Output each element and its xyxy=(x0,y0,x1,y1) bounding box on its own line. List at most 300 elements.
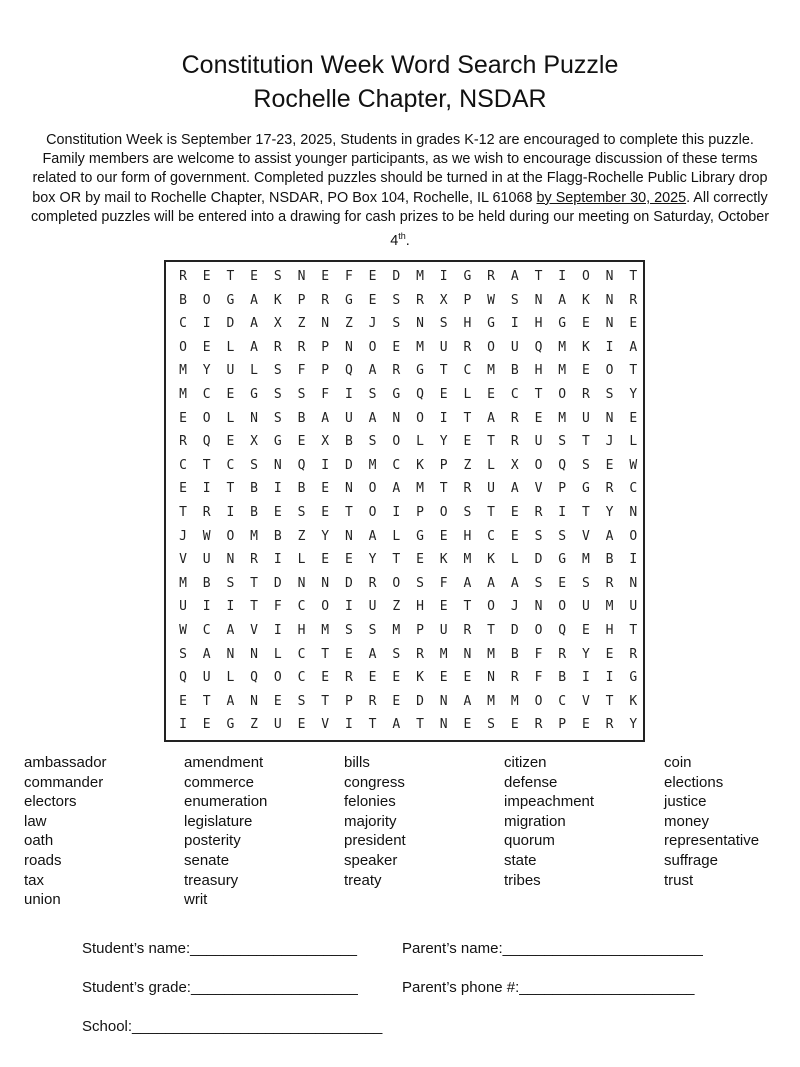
grid-letter[interactable]: D xyxy=(344,457,353,473)
grid-letter[interactable]: A xyxy=(487,410,495,426)
grid-letter[interactable]: O xyxy=(368,339,377,355)
grid-letter[interactable]: E xyxy=(510,717,519,733)
grid-letter[interactable]: S xyxy=(558,528,567,544)
grid-letter[interactable]: M xyxy=(558,410,567,426)
grid-letter[interactable]: I xyxy=(179,717,187,733)
grid-letter[interactable]: K xyxy=(629,693,638,709)
grid-letter[interactable]: S xyxy=(392,292,401,308)
grid-letter[interactable]: T xyxy=(487,623,495,638)
grid-letter[interactable]: N xyxy=(487,670,495,686)
grid-letter[interactable]: N xyxy=(416,316,424,332)
grid-letter[interactable]: E xyxy=(416,552,424,568)
grid-letter[interactable]: T xyxy=(439,481,448,497)
grid-letter[interactable]: G xyxy=(273,434,282,450)
grid-letter[interactable]: R xyxy=(202,505,211,520)
grid-letter[interactable]: E xyxy=(368,269,377,284)
grid-letter[interactable]: S xyxy=(581,575,590,591)
grid-letter[interactable]: O xyxy=(558,387,567,402)
grid-letter[interactable]: E xyxy=(321,505,330,520)
grid-letter[interactable]: A xyxy=(463,575,472,591)
grid-letter[interactable]: P xyxy=(416,623,424,638)
grid-letter[interactable]: C xyxy=(226,457,235,473)
grid-letter[interactable]: P xyxy=(558,717,567,733)
grid-letter[interactable]: A xyxy=(250,339,258,355)
grid-letter[interactable]: K xyxy=(416,457,424,473)
grid-letter[interactable]: Z xyxy=(463,457,472,473)
grid-letter[interactable]: S xyxy=(534,575,543,591)
grid-letter[interactable]: E xyxy=(273,693,282,709)
grid-letter[interactable]: L xyxy=(226,339,235,355)
grid-letter[interactable]: E xyxy=(202,339,211,355)
grid-letter[interactable]: Q xyxy=(179,670,187,686)
grid-letter[interactable]: E xyxy=(202,717,211,733)
grid-letter[interactable]: U xyxy=(344,410,353,426)
grid-letter[interactable]: I xyxy=(558,269,567,284)
grid-letter[interactable]: E xyxy=(297,434,306,450)
grid-letter[interactable]: N xyxy=(605,410,614,426)
grid-letter[interactable]: O xyxy=(581,269,590,284)
grid-letter[interactable]: T xyxy=(487,505,495,520)
grid-letter[interactable]: A xyxy=(250,292,258,308)
grid-letter[interactable]: X xyxy=(250,434,258,450)
grid-letter[interactable]: E xyxy=(439,670,448,686)
grid-letter[interactable]: D xyxy=(226,316,235,332)
grid-letter[interactable]: M xyxy=(510,693,519,709)
grid-letter[interactable]: M xyxy=(439,646,448,662)
grid-letter[interactable]: H xyxy=(605,623,614,638)
grid-letter[interactable]: A xyxy=(368,410,377,426)
grid-letter[interactable]: X xyxy=(321,434,330,450)
grid-letter[interactable]: U xyxy=(581,410,590,426)
grid-letter[interactable]: I xyxy=(273,552,282,568)
grid-letter[interactable]: E xyxy=(179,481,187,497)
grid-letter[interactable]: S xyxy=(273,269,282,284)
grid-letter[interactable]: L xyxy=(487,457,495,473)
grid-letter[interactable]: T xyxy=(581,505,590,520)
grid-letter[interactable]: K xyxy=(581,339,590,355)
grid-letter[interactable]: E xyxy=(392,693,401,709)
grid-letter[interactable]: Z xyxy=(250,717,258,733)
grid-letter[interactable]: T xyxy=(226,269,235,284)
grid-letter[interactable]: I xyxy=(202,481,211,497)
grid-letter[interactable]: N xyxy=(534,292,543,308)
grid-letter[interactable]: M xyxy=(179,575,187,591)
grid-letter[interactable]: E xyxy=(439,387,448,402)
grid-letter[interactable]: G xyxy=(226,717,235,733)
parent-name-field[interactable]: Parent’s name:________________________ xyxy=(402,940,703,957)
grid-letter[interactable]: D xyxy=(273,575,282,591)
grid-letter[interactable]: K xyxy=(439,552,448,568)
grid-letter[interactable]: W xyxy=(487,292,495,308)
grid-letter[interactable]: L xyxy=(226,670,235,686)
grid-letter[interactable]: E xyxy=(344,646,353,662)
grid-letter[interactable]: E xyxy=(534,410,543,426)
grid-letter[interactable]: P xyxy=(321,339,330,355)
grid-letter[interactable]: G xyxy=(392,387,401,402)
grid-letter[interactable]: E xyxy=(392,670,401,686)
grid-letter[interactable]: O xyxy=(534,623,543,638)
grid-letter[interactable]: U xyxy=(202,552,211,568)
student-grade-field[interactable]: Student’s grade:____________________ xyxy=(82,979,358,996)
grid-letter[interactable]: R xyxy=(534,717,543,733)
grid-letter[interactable]: B xyxy=(179,292,187,308)
grid-letter[interactable]: I xyxy=(629,552,638,568)
grid-letter[interactable]: Y xyxy=(368,552,377,568)
grid-letter[interactable]: T xyxy=(202,457,211,473)
grid-letter[interactable]: R xyxy=(558,646,567,662)
grid-letter[interactable]: G xyxy=(463,269,472,284)
grid-letter[interactable]: T xyxy=(250,575,258,591)
grid-letter[interactable]: H xyxy=(463,316,472,332)
grid-letter[interactable]: M xyxy=(416,481,424,497)
grid-letter[interactable]: Q xyxy=(297,457,306,473)
grid-letter[interactable]: U xyxy=(629,599,638,615)
grid-letter[interactable]: Q xyxy=(202,434,211,450)
grid-letter[interactable]: B xyxy=(250,481,258,497)
grid-letter[interactable]: G xyxy=(344,292,353,308)
grid-letter[interactable]: E xyxy=(629,316,638,332)
grid-letter[interactable]: T xyxy=(202,693,211,709)
grid-letter[interactable]: O xyxy=(487,339,495,355)
grid-letter[interactable]: R xyxy=(487,269,495,284)
grid-letter[interactable]: Y xyxy=(321,528,330,544)
grid-letter[interactable]: E xyxy=(487,387,495,402)
grid-letter[interactable]: I xyxy=(558,505,567,520)
grid-letter[interactable]: U xyxy=(273,717,282,733)
grid-letter[interactable]: R xyxy=(605,575,614,591)
grid-letter[interactable]: F xyxy=(344,269,353,284)
grid-letter[interactable]: A xyxy=(226,623,235,638)
grid-letter[interactable]: A xyxy=(487,575,495,591)
grid-letter[interactable]: S xyxy=(297,387,306,402)
grid-letter[interactable]: R xyxy=(297,339,306,355)
grid-letter[interactable]: I xyxy=(273,623,282,638)
grid-letter[interactable]: B xyxy=(558,670,567,686)
grid-letter[interactable]: M xyxy=(250,528,258,544)
grid-letter[interactable]: K xyxy=(273,292,282,308)
grid-letter[interactable]: P xyxy=(558,481,567,497)
grid-letter[interactable]: R xyxy=(179,269,187,284)
grid-letter[interactable]: S xyxy=(368,623,377,638)
grid-letter[interactable]: A xyxy=(250,316,258,332)
grid-letter[interactable]: G xyxy=(487,316,495,332)
grid-letter[interactable]: U xyxy=(226,363,235,379)
grid-letter[interactable]: O xyxy=(439,505,448,520)
grid-letter[interactable]: E xyxy=(250,269,258,284)
grid-letter[interactable]: T xyxy=(534,387,543,402)
grid-letter[interactable]: N xyxy=(250,410,258,426)
grid-letter[interactable]: N xyxy=(321,575,330,591)
grid-letter[interactable]: T xyxy=(179,505,187,520)
grid-letter[interactable]: N xyxy=(297,575,306,591)
grid-letter[interactable]: C xyxy=(202,623,211,638)
grid-letter[interactable]: N xyxy=(439,717,448,733)
grid-letter[interactable]: E xyxy=(605,457,614,473)
grid-letter[interactable]: Y xyxy=(581,646,590,662)
grid-letter[interactable]: S xyxy=(226,575,235,591)
grid-letter[interactable]: E xyxy=(463,670,472,686)
grid-letter[interactable]: E xyxy=(510,505,519,520)
grid-letter[interactable]: V xyxy=(581,693,590,709)
grid-letter[interactable]: K xyxy=(487,552,495,568)
grid-letter[interactable]: O xyxy=(202,292,211,308)
grid-letter[interactable]: C xyxy=(510,387,519,402)
grid-letter[interactable]: O xyxy=(273,670,282,686)
grid-letter[interactable]: R xyxy=(273,339,282,355)
grid-letter[interactable]: A xyxy=(202,646,211,662)
grid-letter[interactable]: R xyxy=(416,646,424,662)
grid-letter[interactable]: E xyxy=(202,269,211,284)
grid-letter[interactable]: M xyxy=(558,363,567,379)
grid-letter[interactable]: O xyxy=(534,457,543,473)
grid-letter[interactable]: N xyxy=(605,316,614,332)
grid-letter[interactable]: T xyxy=(392,552,401,568)
grid-letter[interactable]: E xyxy=(226,434,235,450)
grid-letter[interactable]: E xyxy=(226,387,235,402)
grid-letter[interactable]: A xyxy=(368,528,377,544)
grid-letter[interactable]: Y xyxy=(439,434,448,450)
grid-letter[interactable]: E xyxy=(368,292,377,308)
grid-letter[interactable]: T xyxy=(487,434,495,450)
grid-letter[interactable]: B xyxy=(273,528,282,544)
grid-letter[interactable]: H xyxy=(534,316,543,332)
grid-letter[interactable]: N xyxy=(344,528,353,544)
grid-letter[interactable]: S xyxy=(368,387,377,402)
grid-letter[interactable]: E xyxy=(179,693,187,709)
school-field[interactable]: School:______________________________ xyxy=(82,1018,383,1035)
grid-letter[interactable]: R xyxy=(368,575,377,591)
grid-letter[interactable]: E xyxy=(581,316,590,332)
grid-letter[interactable]: M xyxy=(416,269,424,284)
grid-letter[interactable]: C xyxy=(463,363,472,379)
grid-letter[interactable]: B xyxy=(250,505,258,520)
grid-letter[interactable]: I xyxy=(202,316,211,332)
grid-letter[interactable]: C xyxy=(202,387,211,402)
grid-letter[interactable]: C xyxy=(179,316,187,332)
grid-letter[interactable]: K xyxy=(416,670,424,686)
grid-letter[interactable]: X xyxy=(273,316,282,332)
grid-letter[interactable]: E xyxy=(321,269,330,284)
grid-letter[interactable]: I xyxy=(510,316,519,332)
grid-letter[interactable]: E xyxy=(463,434,472,450)
grid-letter[interactable]: D xyxy=(534,552,543,568)
grid-letter[interactable]: I xyxy=(273,481,282,497)
student-name-field[interactable]: Student’s name:____________________ xyxy=(82,940,357,957)
grid-letter[interactable]: I xyxy=(439,269,448,284)
grid-letter[interactable]: I xyxy=(581,670,590,686)
grid-letter[interactable]: Q xyxy=(534,339,543,355)
grid-letter[interactable]: O xyxy=(416,410,424,426)
grid-letter[interactable]: E xyxy=(321,670,330,686)
grid-letter[interactable]: Y xyxy=(202,363,211,379)
grid-letter[interactable]: G xyxy=(558,316,567,332)
grid-letter[interactable]: G xyxy=(416,363,424,379)
grid-letter[interactable]: E xyxy=(558,575,567,591)
grid-letter[interactable]: M xyxy=(487,363,495,379)
grid-letter[interactable]: I xyxy=(392,505,401,520)
grid-letter[interactable]: U xyxy=(581,599,590,615)
grid-letter[interactable]: S xyxy=(392,646,401,662)
grid-letter[interactable]: O xyxy=(368,481,377,497)
grid-letter[interactable]: M xyxy=(179,387,187,402)
grid-letter[interactable]: E xyxy=(629,410,638,426)
grid-letter[interactable]: Q xyxy=(416,387,424,402)
grid-letter[interactable]: J xyxy=(368,316,377,332)
grid-letter[interactable]: P xyxy=(416,505,424,520)
grid-letter[interactable]: G xyxy=(226,292,235,308)
grid-letter[interactable]: T xyxy=(463,599,472,615)
grid-letter[interactable]: N xyxy=(226,552,235,568)
grid-letter[interactable]: Q xyxy=(344,363,353,379)
grid-letter[interactable]: H xyxy=(416,599,424,615)
grid-letter[interactable]: S xyxy=(605,387,614,402)
grid-letter[interactable]: W xyxy=(629,457,638,473)
grid-letter[interactable]: M xyxy=(605,599,614,615)
grid-letter[interactable]: K xyxy=(581,292,590,308)
grid-letter[interactable]: A xyxy=(392,481,401,497)
grid-letter[interactable]: F xyxy=(273,599,282,615)
grid-letter[interactable]: A xyxy=(510,269,519,284)
grid-letter[interactable]: S xyxy=(581,457,590,473)
grid-letter[interactable]: I xyxy=(321,457,330,473)
grid-letter[interactable]: V xyxy=(581,528,590,544)
grid-letter[interactable]: T xyxy=(368,717,377,733)
grid-letter[interactable]: L xyxy=(250,363,258,379)
grid-letter[interactable]: N xyxy=(605,292,614,308)
grid-letter[interactable]: L xyxy=(463,387,472,402)
grid-letter[interactable]: N xyxy=(605,269,614,284)
grid-letter[interactable]: R xyxy=(629,292,638,308)
grid-letter[interactable]: S xyxy=(273,387,282,402)
grid-letter[interactable]: A xyxy=(392,717,401,733)
grid-letter[interactable]: T xyxy=(605,693,614,709)
grid-letter[interactable]: B xyxy=(297,481,306,497)
parent-phone-field[interactable]: Parent’s phone #:_____________________ xyxy=(402,979,695,996)
grid-letter[interactable]: T xyxy=(581,434,590,450)
grid-letter[interactable]: T xyxy=(416,717,424,733)
grid-letter[interactable]: W xyxy=(202,528,211,544)
grid-letter[interactable]: I xyxy=(226,599,235,615)
grid-letter[interactable]: E xyxy=(368,670,377,686)
grid-letter[interactable]: M xyxy=(487,693,495,709)
grid-letter[interactable]: E xyxy=(463,717,472,733)
grid-letter[interactable]: S xyxy=(273,363,282,379)
grid-letter[interactable]: R xyxy=(510,670,519,686)
grid-letter[interactable]: A xyxy=(321,410,330,426)
grid-letter[interactable]: I xyxy=(344,387,353,402)
grid-letter[interactable]: V xyxy=(321,717,330,733)
grid-letter[interactable]: D xyxy=(344,575,353,591)
grid-letter[interactable]: R xyxy=(463,623,472,638)
grid-letter[interactable]: S xyxy=(344,623,353,638)
grid-letter[interactable]: H xyxy=(297,623,306,638)
grid-letter[interactable]: J xyxy=(510,599,519,615)
grid-letter[interactable]: L xyxy=(392,528,401,544)
grid-letter[interactable]: I xyxy=(226,505,235,520)
grid-letter[interactable]: N xyxy=(297,269,306,284)
grid-letter[interactable]: G xyxy=(416,528,424,544)
grid-letter[interactable]: R xyxy=(581,387,590,402)
grid-letter[interactable]: C xyxy=(487,528,495,544)
grid-letter[interactable]: M xyxy=(368,457,377,473)
grid-letter[interactable]: R xyxy=(629,646,638,662)
grid-letter[interactable]: S xyxy=(416,575,424,591)
grid-letter[interactable]: P xyxy=(463,292,472,308)
grid-letter[interactable]: A xyxy=(558,292,567,308)
grid-letter[interactable]: V xyxy=(250,623,258,638)
grid-letter[interactable]: O xyxy=(368,505,377,520)
grid-letter[interactable]: C xyxy=(297,670,306,686)
grid-letter[interactable]: L xyxy=(273,646,282,662)
grid-letter[interactable]: L xyxy=(629,434,638,450)
grid-letter[interactable]: G xyxy=(629,670,638,686)
grid-letter[interactable]: Z xyxy=(297,528,306,544)
grid-letter[interactable]: N xyxy=(392,410,401,426)
grid-letter[interactable]: R xyxy=(368,693,377,709)
grid-letter[interactable]: S xyxy=(297,693,306,709)
grid-letter[interactable]: I xyxy=(344,717,353,733)
grid-letter[interactable]: E xyxy=(581,623,590,638)
grid-letter[interactable]: N xyxy=(344,481,353,497)
grid-letter[interactable]: T xyxy=(250,599,258,615)
grid-letter[interactable]: X xyxy=(510,457,519,473)
grid-letter[interactable]: G xyxy=(250,387,258,402)
grid-letter[interactable]: T xyxy=(439,363,448,379)
grid-letter[interactable]: E xyxy=(297,717,306,733)
grid-letter[interactable]: T xyxy=(226,481,235,497)
grid-letter[interactable]: A xyxy=(226,693,235,709)
grid-letter[interactable]: F xyxy=(297,363,306,379)
grid-letter[interactable]: R xyxy=(605,717,614,733)
grid-letter[interactable]: N xyxy=(226,646,235,662)
grid-letter[interactable]: B xyxy=(202,575,211,591)
grid-letter[interactable]: R xyxy=(179,434,187,450)
grid-letter[interactable]: S xyxy=(534,528,543,544)
grid-letter[interactable]: M xyxy=(392,623,401,638)
grid-letter[interactable]: A xyxy=(605,528,614,544)
grid-letter[interactable]: A xyxy=(510,481,519,497)
grid-letter[interactable]: E xyxy=(321,481,330,497)
grid-letter[interactable]: R xyxy=(510,410,519,426)
grid-letter[interactable]: N xyxy=(321,316,330,332)
grid-letter[interactable]: E xyxy=(344,552,353,568)
grid-letter[interactable]: Y xyxy=(629,717,638,733)
grid-letter[interactable]: B xyxy=(344,434,353,450)
grid-letter[interactable]: I xyxy=(605,670,614,686)
grid-letter[interactable]: C xyxy=(297,646,306,662)
grid-letter[interactable]: G xyxy=(581,481,590,497)
grid-letter[interactable]: N xyxy=(250,693,258,709)
grid-letter[interactable]: S xyxy=(250,457,258,473)
grid-letter[interactable]: Z xyxy=(297,316,306,332)
grid-letter[interactable]: B xyxy=(510,646,519,662)
grid-letter[interactable]: T xyxy=(629,363,638,379)
grid-letter[interactable]: N xyxy=(463,646,472,662)
grid-letter[interactable]: S xyxy=(273,410,282,426)
grid-letter[interactable]: T xyxy=(629,623,638,638)
grid-letter[interactable]: S xyxy=(439,316,448,332)
grid-letter[interactable]: U xyxy=(510,339,519,355)
grid-letter[interactable]: T xyxy=(463,410,472,426)
grid-letter[interactable]: O xyxy=(534,693,543,709)
grid-letter[interactable]: C xyxy=(297,599,306,615)
grid-letter[interactable]: T xyxy=(321,646,330,662)
grid-letter[interactable]: T xyxy=(344,505,353,520)
grid-letter[interactable]: U xyxy=(487,481,495,497)
grid-letter[interactable]: N xyxy=(534,599,543,615)
grid-letter[interactable]: E xyxy=(273,505,282,520)
grid-letter[interactable]: R xyxy=(605,481,614,497)
